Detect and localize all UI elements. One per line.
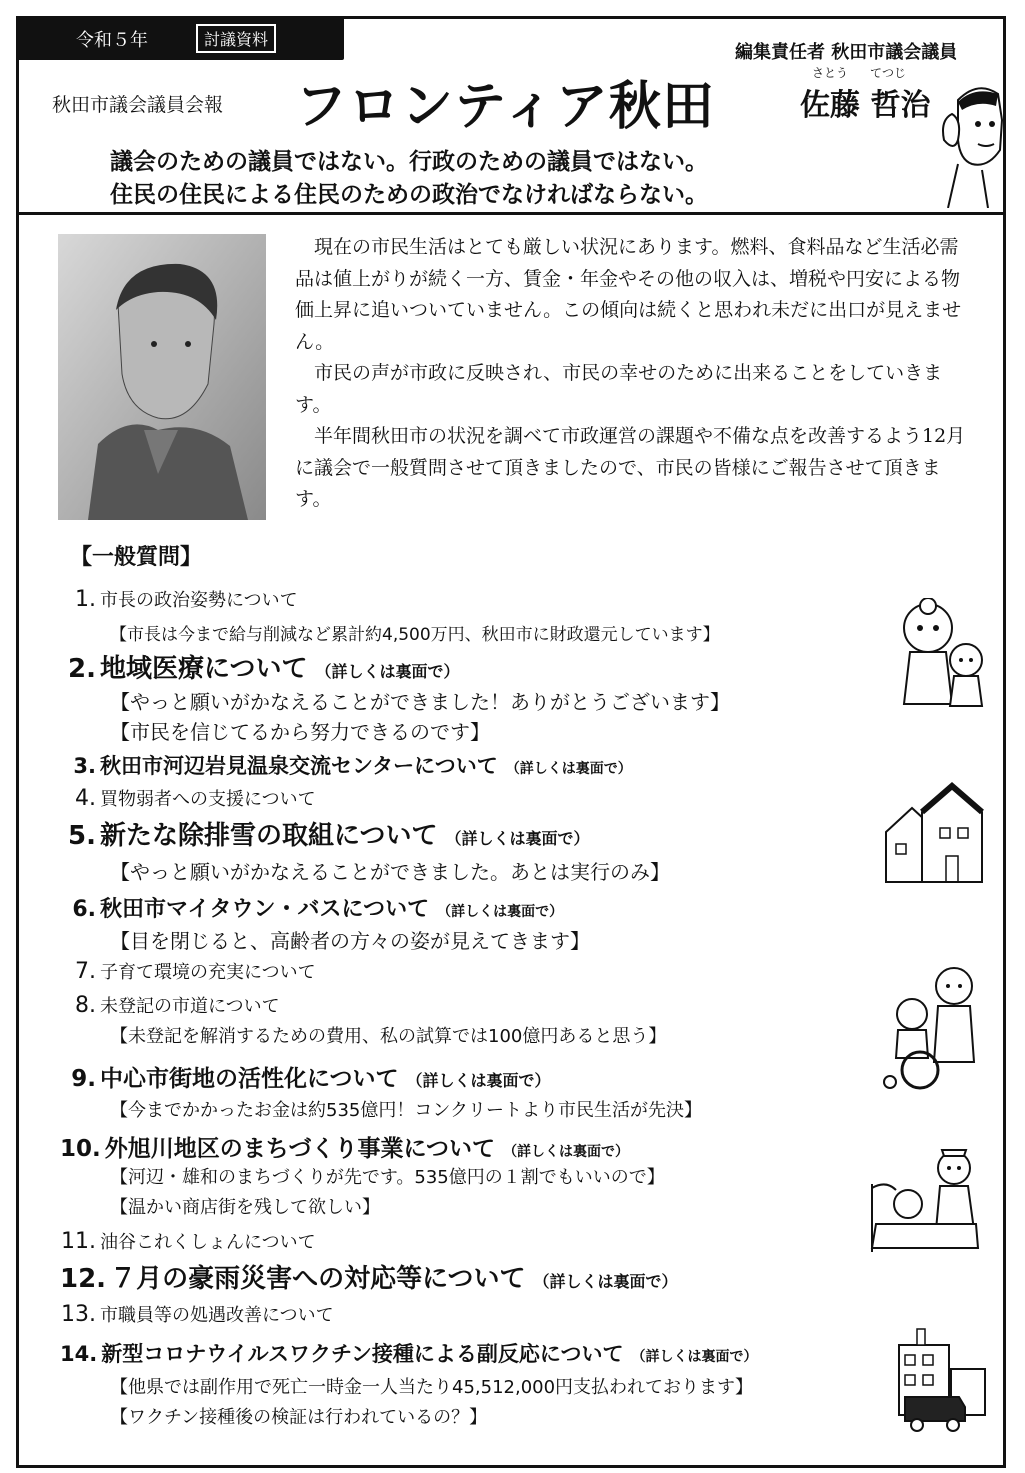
question-10-note-2: 【温かい商店街を残して欲しい】 (110, 1197, 380, 1218)
section-title: 【一般質問】 (70, 545, 203, 570)
question-number: 1. (75, 587, 96, 612)
question-2 (60, 648, 460, 685)
question-number: 6. (72, 897, 96, 922)
slogan-line-1: 議会のための議員ではない。行政のための議員ではない。 (110, 149, 708, 175)
intro-paragraph-1: 現在の市民生活はとても厳しい状況にあります。燃料、食料品など生活必需品は値上がりが続く一方、賃金・年金やその他の収入は、増税や円安による物価上昇に追いついていません。この傾向は続くと思われ未だに出口が見えません。 (295, 236, 962, 353)
question-number: 12. (60, 1264, 107, 1294)
question-text: 子育て環境の充実について (100, 962, 316, 983)
question-number: 9. (71, 1066, 96, 1092)
question-text: 未登記の市道について (100, 996, 280, 1017)
question-text: 市職員等の処遇改善について (100, 1305, 334, 1326)
question-8-note: 【未登記を解消するための費用、私の試算では100億円あると思う】 (110, 1026, 667, 1047)
wheelchair-care-illustration-icon (878, 962, 990, 1092)
question-14 (60, 1338, 757, 1368)
question-text: 地域医療について (100, 654, 308, 684)
question-13 (60, 1301, 334, 1327)
question-6 (60, 892, 563, 923)
question-3 (60, 750, 632, 780)
question-text: 秋田市マイタウン・バスについて (100, 897, 430, 922)
question-7 (60, 958, 316, 984)
question-text: 新型コロナウイルスワクチン接種による副反応について (101, 1342, 624, 1366)
intro-text (295, 232, 975, 516)
question-11 (60, 1228, 316, 1254)
name-ruby-family: さとう (812, 66, 849, 80)
era-label: 令和５年 (76, 30, 148, 51)
editor-label: 編集責任者 秋田市議会議員 (735, 42, 958, 63)
detail-note: （詳しくは裏面で） (445, 829, 590, 848)
question-2-note-1: 【やっと願いがかなえることができました！ありがとうございます】 (110, 690, 730, 714)
author-photo (58, 234, 266, 520)
question-9 (60, 1060, 551, 1093)
question-5 (60, 815, 590, 852)
hospital-ambulance-illustration-icon (895, 1325, 991, 1433)
detail-note: （詳しくは裏面で） (631, 1349, 758, 1365)
question-10-note-1: 【河辺・雄和のまちづくりが先です。535億円の１割でもいいので】 (110, 1167, 665, 1188)
question-text: 外旭川地区のまちづくり事業について (104, 1136, 496, 1162)
question-text: 秋田市河辺岩見温泉交流センターについて (100, 754, 498, 778)
question-14-note-1: 【他県では副作用で死亡一時金一人当たり45,512,000円支払われております】 (110, 1377, 754, 1398)
slogan-line-2: 住民の住民による住民のための政治でなければならない。 (110, 182, 708, 208)
question-number: 10. (60, 1136, 101, 1162)
name-ruby-given: てつじ (870, 66, 907, 80)
intro-paragraph-3: 半年間秋田市の状況を調べて市政運営の課題や不備な点を改善するよう12月に議会で一般質問させて頂きましたので、市民の皆様にご報告させて頂きます。 (295, 425, 966, 510)
question-1 (60, 586, 298, 612)
detail-note: （詳しくは裏面で） (505, 761, 632, 777)
question-6-note: 【目を閉じると、高齢者の方々の姿が見えてきます】 (110, 929, 590, 953)
question-number: 11. (61, 1229, 96, 1254)
question-text: 買物弱者への支援について (100, 789, 316, 810)
header-divider (16, 212, 1006, 215)
author-name: 佐藤 哲治 (800, 88, 931, 123)
question-2-note-2: 【市民を信じてるから努力できるのです】 (110, 720, 490, 744)
intro-paragraph-2: 市民の声が市政に反映され、市民の幸せのために出来ることをしていきます。 (295, 362, 943, 416)
question-text: 新たな除排雪の取組について (100, 821, 438, 851)
question-text: 油谷これくしょんについて (100, 1232, 316, 1253)
question-text: ７月の豪雨災害への対応等について (110, 1264, 526, 1294)
question-1-note: 【市長は今まで給与削減など累計約4,500万円、秋田市に財政還元しています】 (110, 625, 720, 645)
question-12 (60, 1258, 678, 1295)
mother-child-illustration-icon (890, 598, 990, 710)
question-number: 8. (75, 993, 96, 1018)
question-9-note: 【今までかかったお金は約535億円！コンクリートより市民生活が先決】 (110, 1100, 702, 1121)
discussion-material-badge: 討議資料 (196, 24, 276, 53)
listening-caricature-icon (938, 80, 1004, 208)
detail-note: （詳しくは裏面で） (315, 662, 460, 681)
question-4 (60, 785, 316, 811)
snowy-houses-illustration-icon (882, 772, 992, 884)
organization-label: 秋田市議会議員会報 (52, 94, 224, 116)
question-number: 14. (60, 1342, 98, 1366)
question-number: 13. (61, 1302, 96, 1327)
question-5-note: 【やっと願いがかなえることができました。あとは実行のみ】 (110, 860, 670, 884)
detail-note: （詳しくは裏面で） (533, 1272, 678, 1291)
question-number: 7. (75, 959, 96, 984)
question-14-note-2: 【ワクチン接種後の検証は行われているの？】 (110, 1407, 488, 1428)
detail-note: （詳しくは裏面で） (503, 1144, 630, 1160)
newsletter-title: フロンティア秋田 (295, 76, 715, 137)
question-number: 4. (75, 786, 96, 811)
detail-note: （詳しくは裏面で） (406, 1071, 551, 1090)
question-number: 3. (73, 754, 96, 778)
hospital-bed-nurse-illustration-icon (866, 1144, 990, 1256)
header-tab (16, 16, 344, 60)
question-text: 市長の政治姿勢について (100, 590, 298, 611)
question-number: 5. (68, 821, 96, 851)
question-text: 中心市街地の活性化について (100, 1066, 399, 1092)
question-number: 2. (68, 654, 96, 684)
question-10 (60, 1130, 629, 1163)
question-8 (60, 992, 280, 1018)
detail-note: （詳しくは裏面で） (437, 904, 564, 920)
